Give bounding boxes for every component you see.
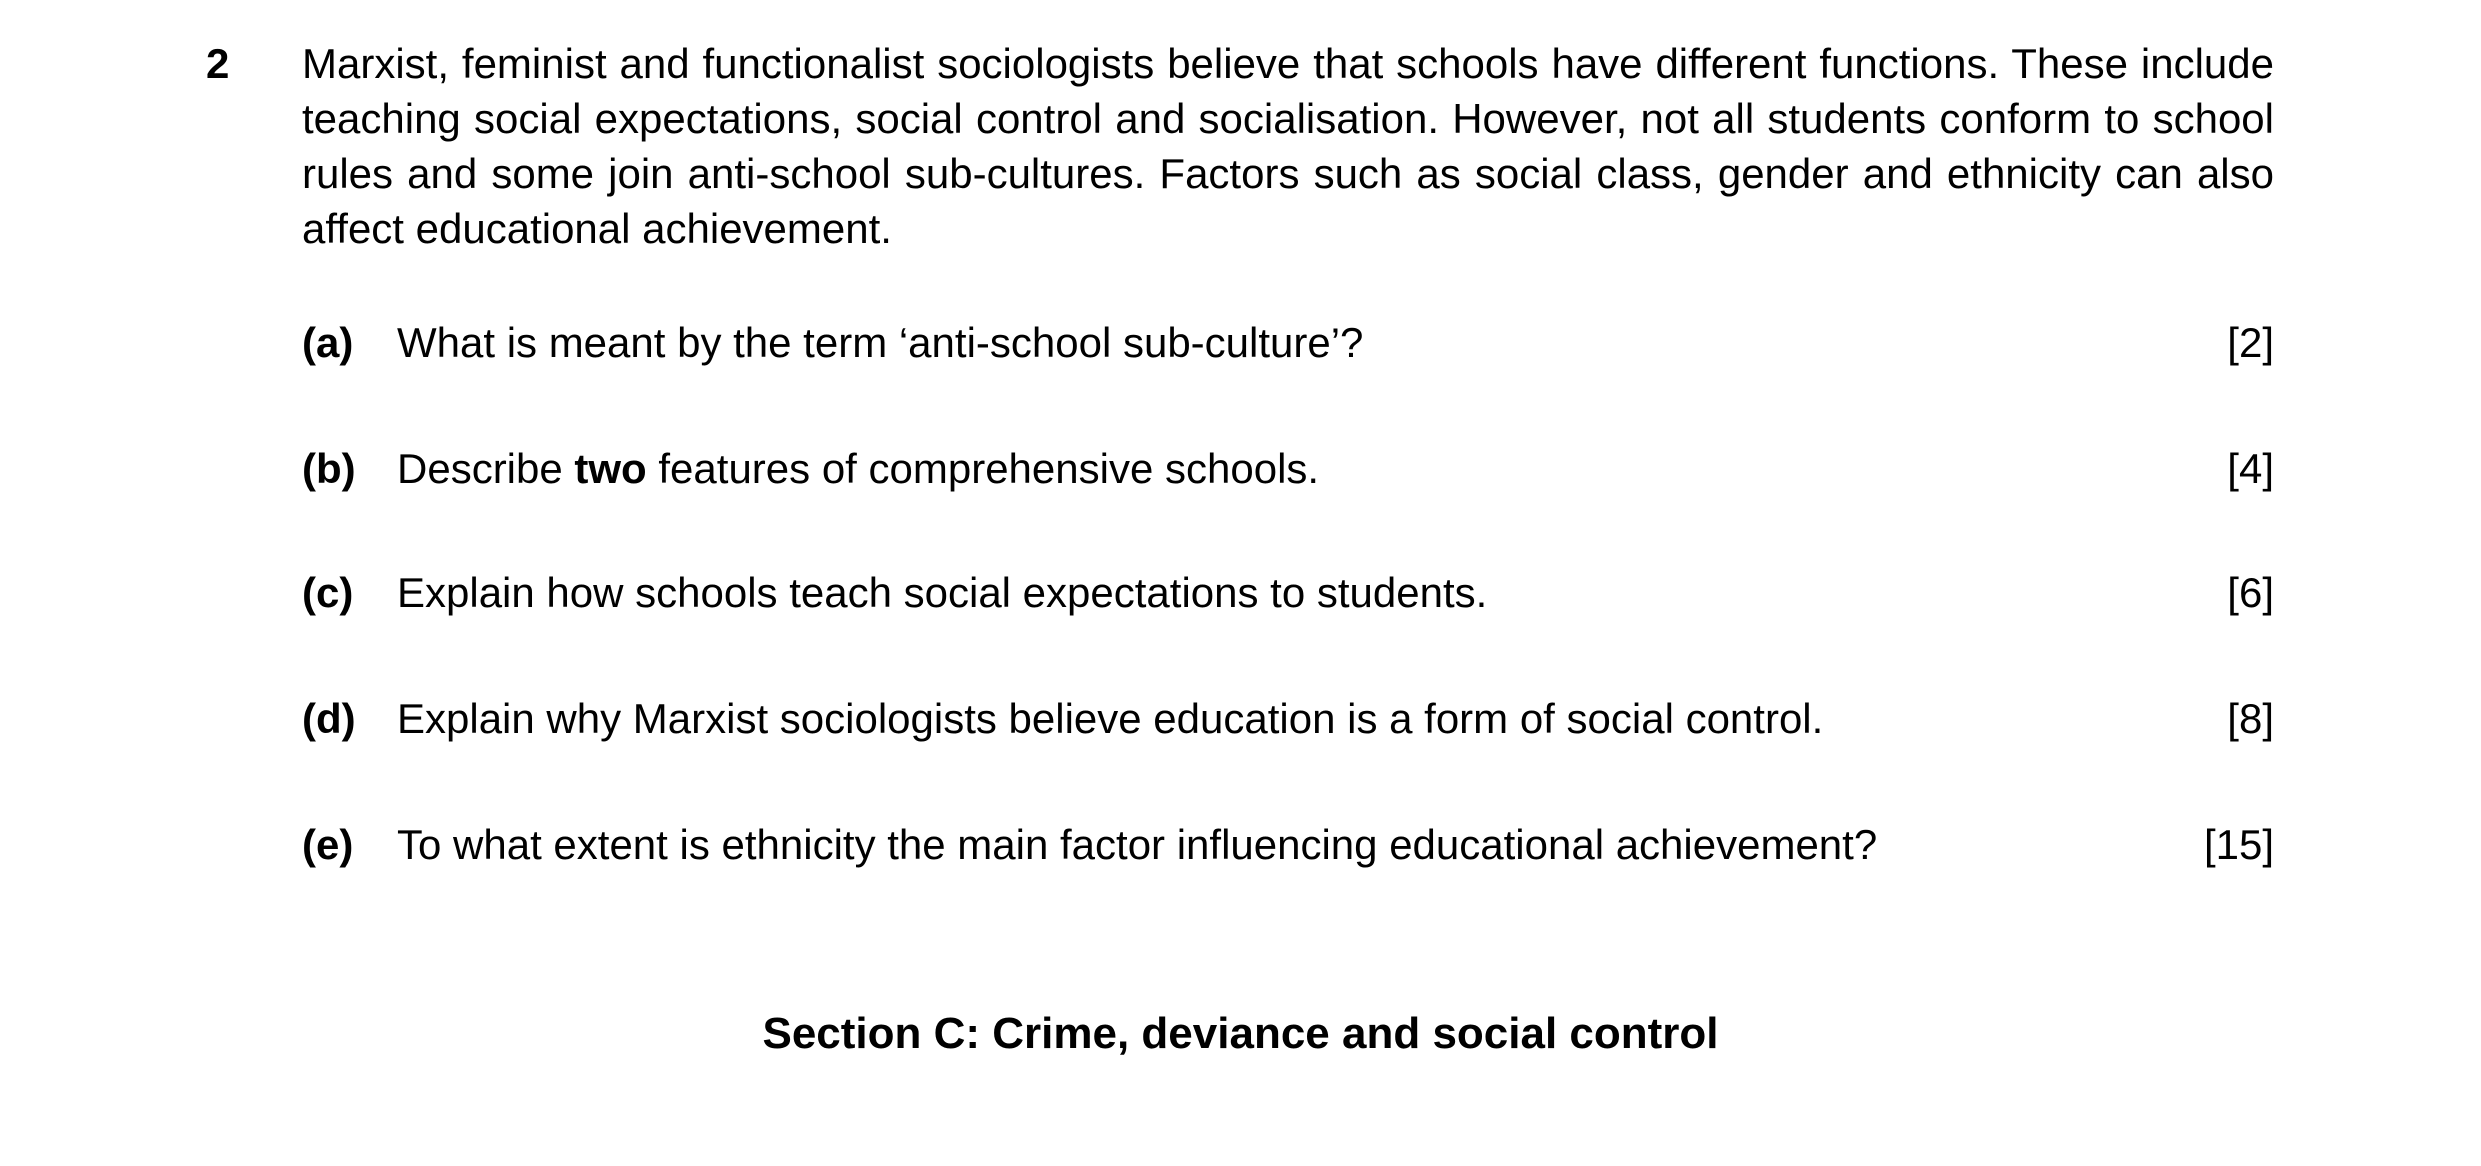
part-label: (d) [302, 695, 356, 742]
question-part-b [302, 441, 2274, 496]
part-text: Explain why Marxist sociologists believe education is a form of social control. [397, 695, 1824, 742]
part-text-after: features of comprehensive schools. [646, 445, 1320, 492]
part-marks: [6] [2227, 569, 2274, 616]
part-marks: [2] [2227, 319, 2274, 366]
part-text [397, 441, 1319, 496]
part-text-before: Describe [397, 445, 575, 492]
part-text: What is meant by the term ‘anti-school sub-culture’? [397, 319, 1364, 366]
question-part-a [302, 315, 2274, 370]
question-number: 2 [206, 40, 230, 87]
question-stem: Marxist, feminist and functionalist sociologists believe that schools have different functions. These include teaching social expectations, social control and socialisation. However, not all students conform to school rules and some join anti-school sub-cultures. Factors such as social class, gender and ethnicity can also affect educational achievement. [302, 40, 2274, 252]
question-part-d [302, 691, 2274, 746]
part-label: (c) [302, 569, 354, 616]
part-label: (b) [302, 445, 356, 492]
part-label: (a) [302, 319, 354, 366]
part-text: To what extent is ethnicity the main factor influencing educational achievement? [397, 821, 1878, 868]
part-text-emphasis: two [574, 445, 647, 492]
part-text: Explain how schools teach social expectations to students. [397, 569, 1488, 616]
question-part-c [302, 565, 2274, 620]
part-label: (e) [302, 821, 354, 868]
question-part-e [302, 817, 2274, 872]
section-heading: Section C: Crime, deviance and social control [762, 1009, 1719, 1058]
part-marks: [4] [2227, 445, 2274, 492]
part-marks: [8] [2227, 695, 2274, 742]
part-marks: [15] [2203, 821, 2274, 868]
